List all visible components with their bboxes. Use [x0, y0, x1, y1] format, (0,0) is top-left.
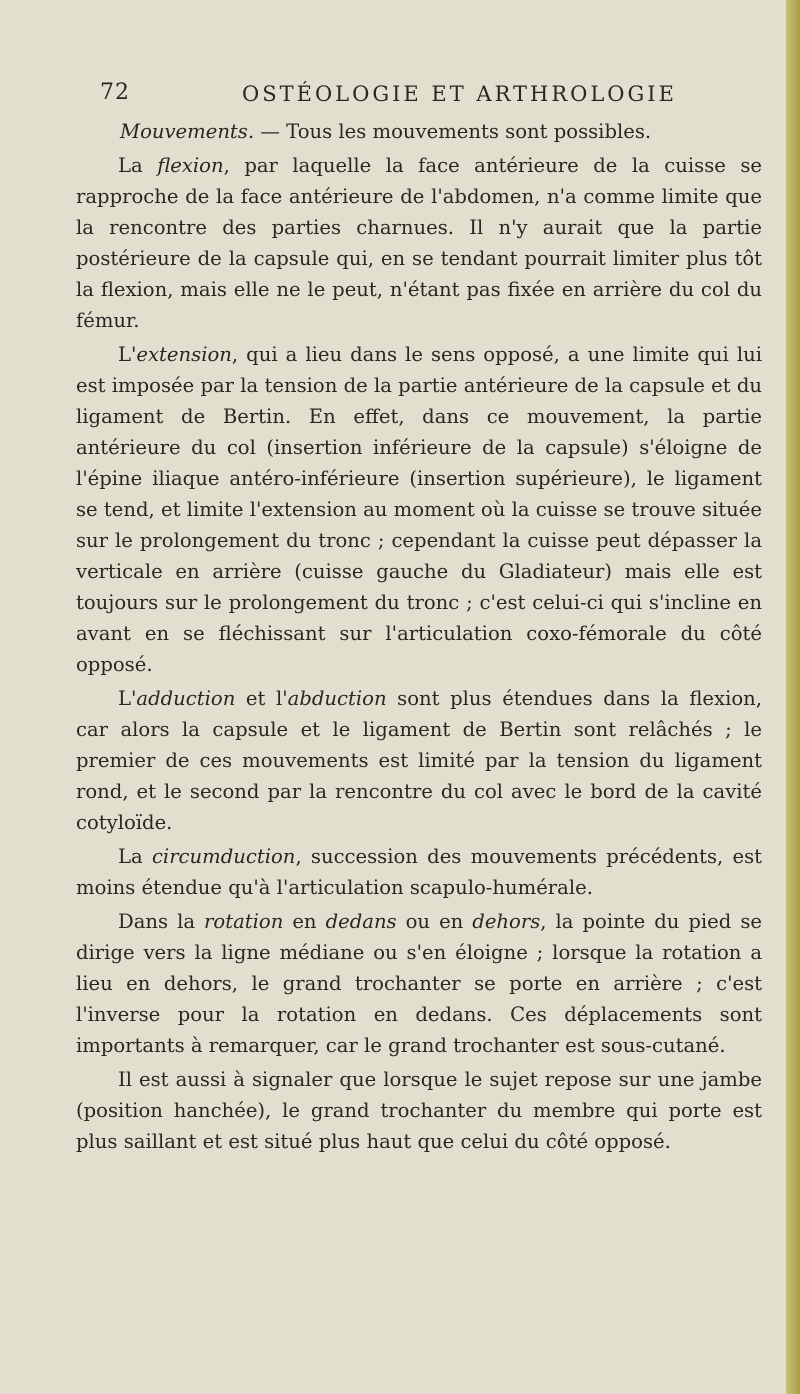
paragraph-mouvements	[76, 116, 762, 147]
term-dedans: dedans	[325, 910, 397, 933]
term-abduction: abduction	[287, 687, 387, 710]
paragraph-prefix: L'	[118, 343, 137, 366]
paragraph-text: , par laquelle la face antérieure de la cuisse se rapproche de la face antérieure de l'abdomen, n'a comme limite que la rencontre des parties charnues. Il n'y aurait que la partie postérieure de la capsule qui, en se tendant pourrait limiter plus tôt la flexion, mais elle ne le peut, n'étant pas fixée en arrière du col du fémur.	[76, 154, 762, 332]
page-edge	[786, 0, 800, 1394]
page-number: 72	[100, 80, 130, 105]
paragraph-connector: et l'	[235, 687, 288, 710]
paragraph-extension	[76, 339, 762, 680]
paragraph-flexion	[76, 150, 762, 336]
term-adduction: adduction	[136, 687, 236, 710]
term-circumduction: circumduction	[151, 845, 296, 868]
page-header	[100, 78, 700, 118]
term-rotation: rotation	[204, 910, 284, 933]
paragraph-circumduction	[76, 841, 762, 903]
paragraph-prefix: L'	[118, 687, 137, 710]
term-extension: extension	[136, 343, 232, 366]
paragraph-hanchee	[76, 1064, 762, 1157]
paragraph-text: sont plus étendues dans la flexion, car alors la capsule et le ligament de Bertin sont relâchés ; le premier de ces mouvements est limité par la tension du ligament rond, et le second par la rencontre du col avec le bord de la cavité cotyloïde.	[76, 687, 762, 834]
running-title: OSTÉOLOGIE ET ARTHROLOGIE	[242, 82, 677, 106]
paragraph-text: — Tous les mouvements sont possibles.	[254, 120, 652, 143]
paragraph-prefix: Dans la	[118, 910, 205, 933]
paragraph-text: , succession des mouvements précédents, est moins étendue qu'à l'articulation scapulo-humérale.	[76, 845, 762, 899]
paragraph-prefix: La	[118, 845, 152, 868]
paragraph-text: Il est aussi à signaler que lorsque le sujet repose sur une jambe (position hanchée), le grand trochanter du membre qui porte est plus saillant et est situé plus haut que celui du côté opposé.	[76, 1068, 762, 1153]
paragraph-connector: en	[283, 910, 326, 933]
body-text	[76, 116, 762, 1160]
paragraph-text: , qui a lieu dans le sens opposé, a une limite qui lui est imposée par la tension de la partie antérieure de la capsule et du ligament de Bertin. En effet, dans ce mouvement, la partie antérieure du col (insertion inférieure de la capsule) s'éloigne de l'épine iliaque antéro-inférieure (insertion supérieure), le ligament se tend, et limite l'extension au moment où la cuisse se trouve située sur le prolongement du tronc ; cependant la cuisse peut dépasser la verticale en arrière (cuisse gauche du Gladiateur) mais elle est toujours sur le prolongement du tronc ; c'est celui-ci qui s'incline en avant en se fléchissant sur l'articulation coxo-fémorale du côté opposé.	[76, 343, 762, 676]
term-dehors: dehors	[472, 910, 541, 933]
paragraph-prefix: La	[118, 154, 158, 177]
term-flexion: flexion	[157, 154, 224, 177]
paragraph-adduction	[76, 683, 762, 838]
section-heading: Mouvements.	[120, 120, 255, 143]
paragraph-connector: ou en	[396, 910, 473, 933]
paragraph-rotation	[76, 906, 762, 1061]
paragraph-text: , la pointe du pied se dirige vers la ligne médiane ou s'en éloigne ; lorsque la rotation a lieu en dehors, le grand trochanter se porte en arrière ; c'est l'inverse pour la rotation en dedans. Ces déplacements sont importants à remarquer, car le grand trochanter est sous-cutané.	[76, 910, 762, 1057]
